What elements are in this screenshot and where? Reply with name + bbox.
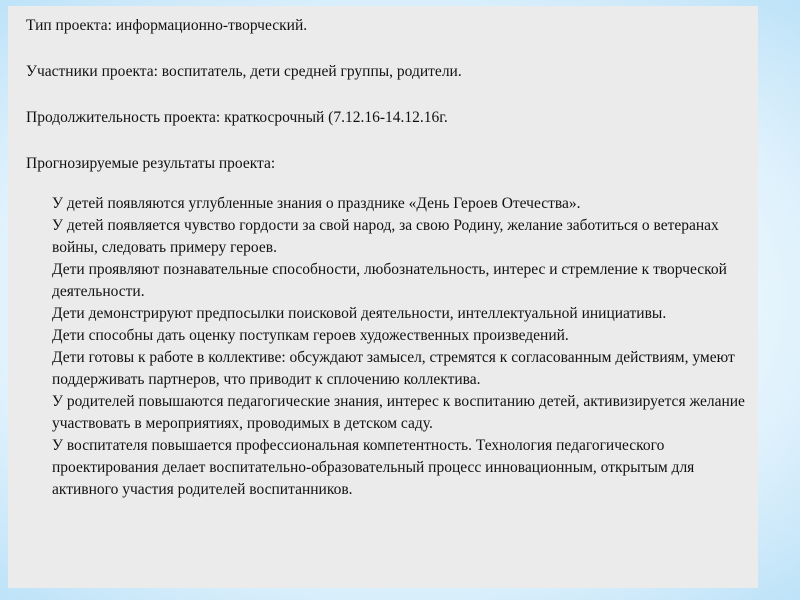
result-item xyxy=(18,303,748,325)
result-text: Дети проявляют познавательные способности, любознательность, интерес и стремление к творческой деятельности. xyxy=(52,261,727,300)
result-item xyxy=(18,325,748,347)
result-item xyxy=(18,259,748,303)
result-item xyxy=(18,215,748,259)
result-text: У воспитателя повышается профессиональная компетентность. Технология педагогического проектирования делает воспитательно-образовательный процесс инновационным, открытым для активного участия родителей воспитанников. xyxy=(52,437,695,498)
result-text: У родителей повышаются педагогические знания, интерес к воспитанию детей, активизируется желание участвовать в мероприятиях, проводимых в детском саду. xyxy=(52,393,745,432)
result-text: У детей появляются углубленные знания о празднике «День Героев Отечества». xyxy=(52,195,581,212)
result-text: У детей появляется чувство гордости за свой народ, за свою Родину, желание заботиться о ветеранах войны, следовать примеру героев. xyxy=(52,217,719,256)
result-text: Дети способны дать оценку поступкам героев художественных произведений. xyxy=(52,327,569,344)
project-participants: Участники проекта: воспитатель, дети средней группы, родители. xyxy=(26,63,462,80)
result-item xyxy=(18,435,748,501)
project-type: Тип проекта: информационно-творческий. xyxy=(26,17,308,34)
result-text: Дети готовы к работе в коллективе: обсуждают замысел, стремятся к согласованным действиям, умеют поддерживать партнеров, что приводит к сплочению коллектива. xyxy=(52,349,735,388)
results-list xyxy=(18,193,748,501)
result-item xyxy=(18,347,748,391)
result-item xyxy=(18,391,748,435)
text-panel xyxy=(8,6,758,588)
project-duration: Продолжительность проекта: краткосрочный (7.12.16-14.12.16г. xyxy=(26,109,448,126)
results-heading: Прогнозируемые результаты проекта: xyxy=(26,155,276,172)
result-text: Дети демонстрируют предпосылки поисковой деятельности, интеллектуальной инициативы. xyxy=(52,305,667,322)
result-item xyxy=(18,193,748,215)
